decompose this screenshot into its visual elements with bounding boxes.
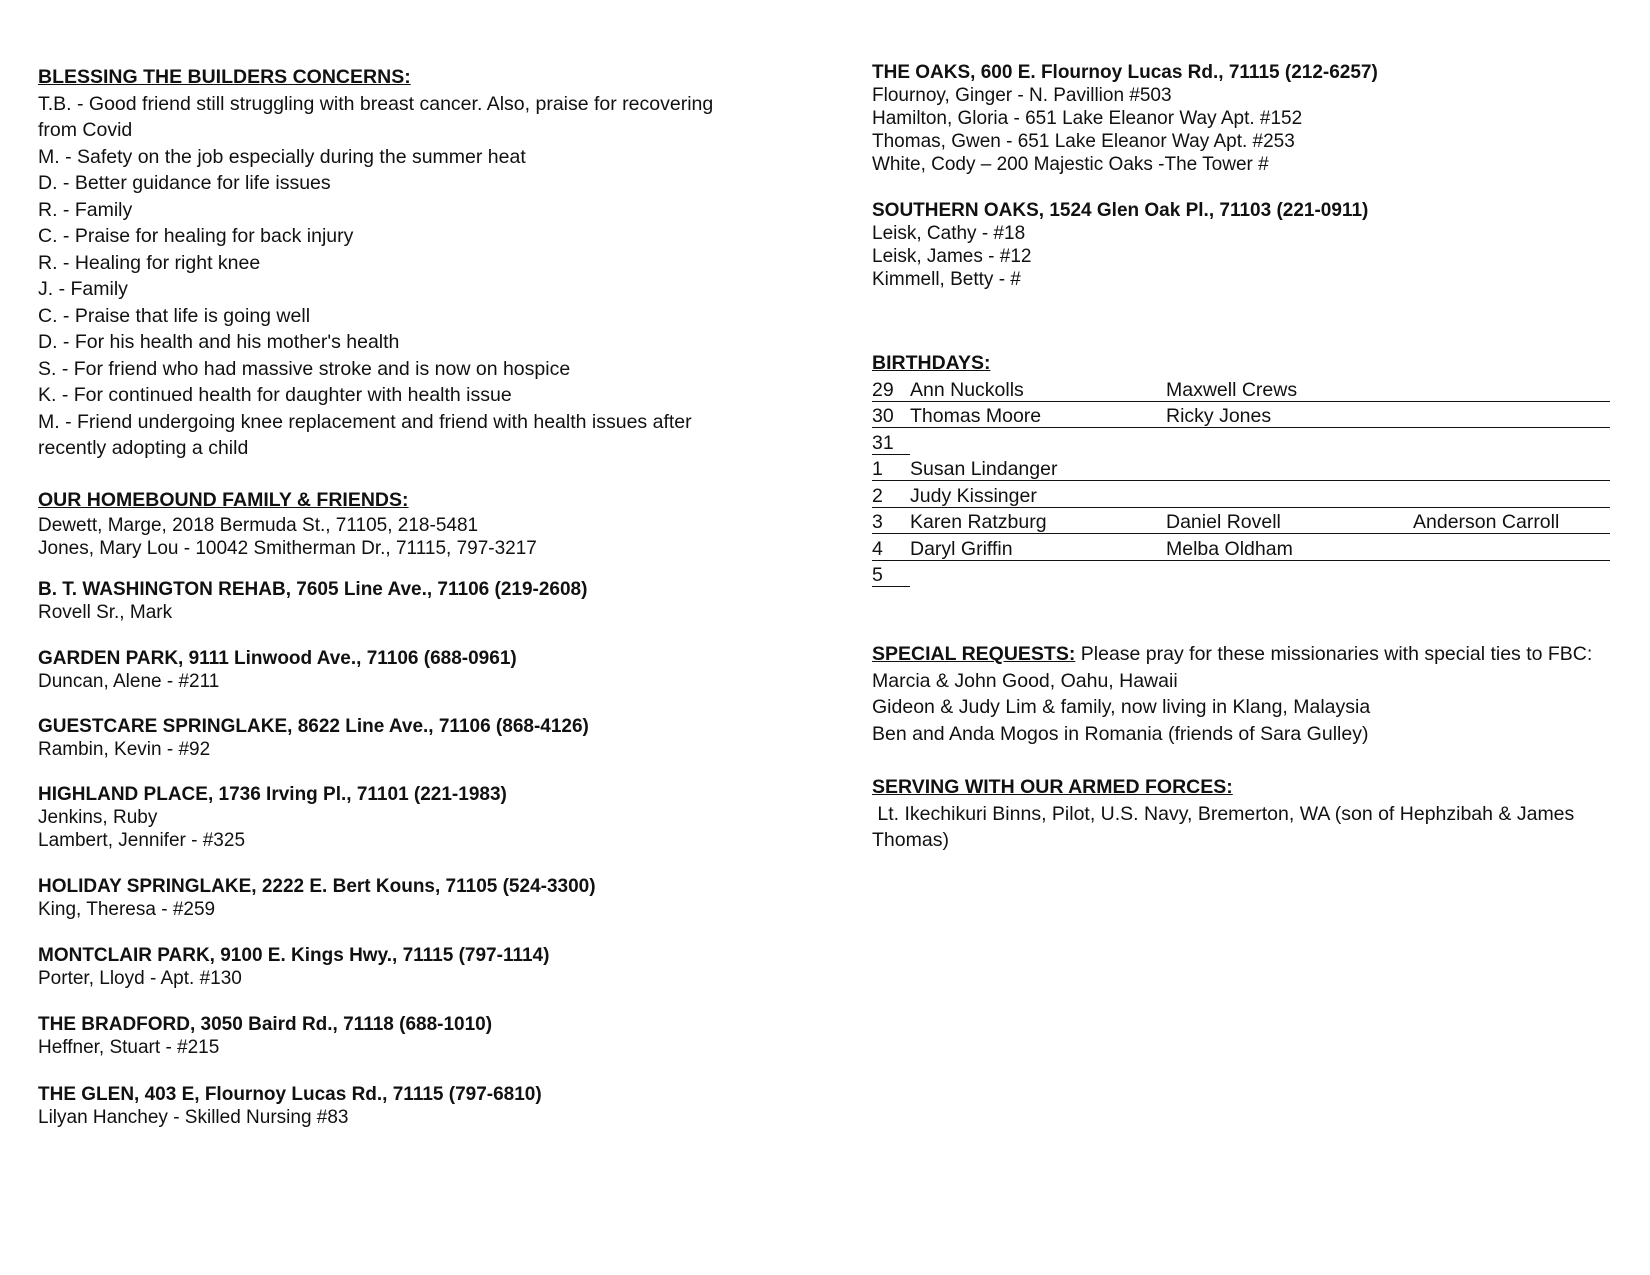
blessing-line: K. - For continued health for daughter with health issue [38,384,512,406]
birthday-row [872,509,1617,536]
birthday-day: 2 [872,484,883,507]
birthday-name: Ann Nuckolls [910,378,1024,401]
facility-southern-oaks [872,199,1617,291]
special-requests-intro-line [872,641,1617,668]
armed-forces-section [872,774,1617,854]
birthdays-section [872,350,1617,589]
blessing-section [38,64,798,462]
armed-forces-line: Lt. Ikechikuri Binns, Pilot, U.S. Navy, Bremerton, WA (son of Hephzibah & James [872,802,1575,825]
facility-name: THE GLEN, 403 E, Flournoy Lucas Rd., 71115 (797-6810) [38,1084,542,1105]
homebound-line: Jones, Mary Lou - 10042 Smitherman Dr., 71115, 797-3217 [38,537,537,559]
birthday-row [872,377,1617,404]
birthday-row [872,562,1617,589]
facility-garden-park [38,647,798,693]
facility-name: SOUTHERN OAKS, 1524 Glen Oak Pl., 71103 (221-0911) [872,200,1369,221]
facility-the-bradford [38,1013,798,1059]
blessing-line: S. - For friend who had massive stroke and is now on hospice [38,357,571,380]
resident-line: Lambert, Jennifer - #325 [38,830,246,851]
special-requests-heading: SPECIAL REQUESTS: [872,643,1076,665]
birthday-name: Ricky Jones [1166,405,1272,427]
birthday-name: Daryl Griffin [910,537,1013,560]
resident-line: Heffner, Stuart - #215 [38,1037,220,1058]
birthday-day: 31 [872,431,894,454]
blessing-line: R. - Healing for right knee [38,251,261,274]
blessing-line: J. - Family [38,278,128,300]
birthday-day: 3 [872,511,883,533]
blessing-line: M. - Safety on the job especially during the summer heat [38,145,526,168]
homebound-line: Dewett, Marge, 2018 Bermuda St., 71105, 218-5481 [38,514,479,536]
special-request-line: Marcia & John Good, Oahu, Hawaii [872,669,1178,692]
blessing-line: M. - Friend undergoing knee replacement and friend with health issues after [38,410,692,433]
birthday-row [872,456,1617,483]
birthdays-heading: BIRTHDAYS: [872,352,991,374]
birthday-row [872,403,1617,430]
blessing-line: D. - Better guidance for life issues [38,172,331,194]
facility-holiday-springlake [38,875,798,921]
blessing-line: C. - Praise that life is going well [38,304,311,327]
special-request-line: Gideon & Judy Lim & family, now living in Klang, Malaysia [872,696,1371,718]
facility-name: GUESTCARE SPRINGLAKE, 8622 Line Ave., 71106 (868-4126) [38,716,589,737]
birthday-day: 5 [872,564,883,586]
birthday-name: Maxwell Crews [1166,378,1298,401]
resident-line: Rambin, Kevin - #92 [38,739,211,760]
resident-line: Jenkins, Ruby [38,807,158,828]
resident-line: Rovell Sr., Mark [38,602,173,623]
resident-line: Hamilton, Gloria - 651 Lake Eleanor Way Apt. #152 [872,108,1303,129]
resident-line: King, Theresa - #259 [38,899,216,920]
resident-line: White, Cody – 200 Majestic Oaks -The Tower # [872,154,1269,175]
armed-forces-line: Thomas) [872,829,949,851]
birthday-row [872,536,1617,563]
facility-name: HOLIDAY SPRINGLAKE, 2222 E. Bert Kouns, 71105 (524-3300) [38,876,596,897]
blessing-line: C. - Praise for healing for back injury [38,225,354,247]
resident-line: Porter, Lloyd - Apt. #130 [38,968,242,989]
blessing-line: R. - Family [38,198,133,221]
birthday-name: Karen Ratzburg [910,511,1047,533]
armed-forces-heading: SERVING WITH OUR ARMED FORCES: [872,776,1233,798]
resident-line: Kimmell, Betty - # [872,269,1021,290]
facility-bt-washington [38,578,798,624]
resident-line: Leisk, James - #12 [872,246,1032,267]
facility-name: GARDEN PARK, 9111 Linwood Ave., 71106 (688-0961) [38,648,517,669]
homebound-section [38,487,798,560]
facility-name: HIGHLAND PLACE, 1736 Irving Pl., 71101 (221-1983) [38,784,507,805]
resident-line: Leisk, Cathy - #18 [872,223,1026,244]
birthday-name: Melba Oldham [1166,537,1293,560]
birthdays-table [872,377,1617,589]
facility-highland-place [38,783,798,852]
facility-name: B. T. WASHINGTON REHAB, 7605 Line Ave., 71106 (219-2608) [38,579,588,600]
facility-name: THE OAKS, 600 E. Flournoy Lucas Rd., 71115 (212-6257) [872,62,1378,83]
blessing-line: from Covid [38,119,133,141]
facility-the-oaks [872,61,1617,176]
resident-line: Lilyan Hanchey - Skilled Nursing #83 [38,1107,349,1128]
homebound-heading: OUR HOMEBOUND FAMILY & FRIENDS: [38,489,409,511]
facility-name: THE BRADFORD, 3050 Baird Rd., 71118 (688-1010) [38,1014,493,1035]
birthday-row [872,483,1617,510]
special-request-line: Ben and Anda Mogos in Romania (friends of Sara Gulley) [872,722,1369,745]
birthday-name: Susan Lindanger [910,458,1058,480]
birthday-day: 29 [872,378,894,401]
birthday-name: Daniel Rovell [1166,511,1281,533]
blessing-line: D. - For his health and his mother's health [38,331,400,353]
facility-guestcare [38,715,798,761]
resident-line: Flournoy, Ginger - N. Pavillion #503 [872,85,1172,106]
facility-name: MONTCLAIR PARK, 9100 E. Kings Hwy., 71115 (797-1114) [38,945,550,966]
resident-line: Thomas, Gwen - 651 Lake Eleanor Way Apt. #253 [872,131,1295,152]
birthday-day: 1 [872,458,883,480]
birthday-row [872,430,1617,457]
special-requests-intro: Please pray for these missionaries with special ties to FBC: [1075,643,1593,665]
birthday-day: 4 [872,537,883,560]
blessing-list [38,91,798,462]
resident-line: Duncan, Alene - #211 [38,671,220,692]
special-requests-section [872,641,1617,747]
blessing-line: T.B. - Good friend still struggling with breast cancer. Also, praise for recovering [38,92,714,115]
facility-the-glen [38,1083,798,1129]
birthday-name: Anderson Carroll [1413,511,1560,533]
birthday-name: Judy Kissinger [910,484,1037,507]
birthday-name: Thomas Moore [910,405,1042,427]
blessing-line: recently adopting a child [38,437,249,459]
blessing-heading: BLESSING THE BUILDERS CONCERNS: [38,66,411,88]
facility-montclair-park [38,944,798,990]
birthday-day: 30 [872,405,894,427]
